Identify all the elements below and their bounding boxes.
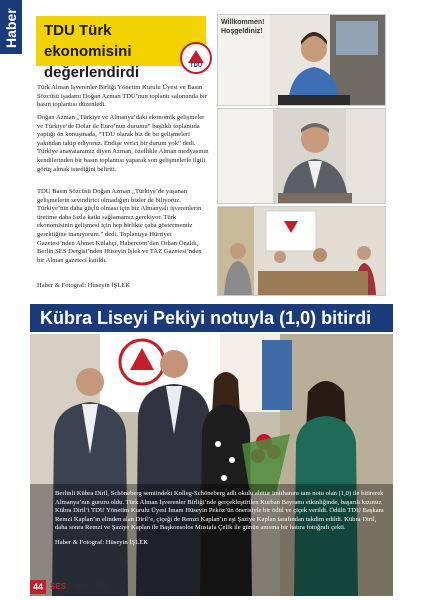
article2-credit: Haber & Fotograf: Hüseyin İŞLEK [55,538,149,546]
photo-man-speaking [217,108,386,204]
article2-title: Kübra Liseyi Pekiyi notuyla (1,0) bitirdi [40,308,372,328]
caption-text: Berlinli Kübra Diril, Schöneberg semtindeki Kolleg-Schöneberg adlı okulu abitur imtihanını tam notu olan (1,0) ile bitirerek Almanya’nın gururu oldu. Türk Alman İşverenler Birliği’nde gerçekleştirilen Kurban Bayramı etkinliğinde, başarılı kızımız Kübra Diril’i TDU Yönetim Kurulu Üyesi İmam Hüseyin Peköz’ün önerisiyle bir ödül ve çiçek verildi. Ödülü TDU Başkanı Remzi Kaplan’ın elinden alan Diril’e, çiçeği de Remzi Kaplan’ın eşi Şaziye Kaplan tarafından takdim edildi. Kübra Diril, daha sonra Remzi ve Şaziye Kaplan ile Başkonsolos Mustafa Çelik ile günün anısına bir hatıra fotoğrafı çekti. [55,490,384,532]
paragraph-2: Doğan Azman „Türkiye ve Almanya’daki ekonomik gelişmeler ve Türkiye’de Dolar ile Euro’nun durumu” başlıklı toplantıda yaptığı ön konuşmada, “TDU olarak biz de bu gelişmeleri yakından takip ediyoruz. Endişe verici bir durum yok” dedi. Türkiye anavatanımız diyen Azman, özellikle Alman medyasının kendilerinden bir basın toplantısı yaparak son gelişmelerle ilgili görüş almak istediğini belirtti. [37,114,209,173]
paragraph-3: TDU Basın Sözcüsü Doğan Azman „Türkiye’de yaşanan gelişmelerin sevindirici olmadığını bizler de biliyoruz. Türkiye’nin daha güçlü olması için biz Almanyalı işverenlerin üretime daha fazla katkı sağlamamız gerekiyor. Türk ekonomisinin gelişmesi için hep birlikte çaba göstermemiz gerektiğine inanıyorum.” dedi. Toplantıya Hürriyet Gazetesi’nden Ahmet Külahçı, Habercom’dan Orhan Önaldı, Berlin SES Dergisi’nden Hüseyin İşlek ve TAZ Gazetesi’nden bir Alman gazeteci katıldı. [37,188,202,264]
article2-header [30,304,393,332]
issue-label: Jahr • Yıl 15 [74,583,107,589]
article-body [37,84,209,110]
ses-logo: SES [50,582,67,591]
photo-meeting-table [217,206,386,296]
photo-group-award [30,334,393,596]
photo-woman-at-desk [217,14,386,106]
photo1-sign: Willkommen! Hoşgeldiniz! [221,19,265,35]
paragraph-1: Türk Alman İşverenler Birliği Yönetim Kurulu Üyesi ve Basın Sözcüsü işadamı Doğan Azman TDU’nun toplantı salonunda bir basın toplantısı düzenledi. [37,84,208,109]
logo-triangle-icon [188,50,204,63]
article-credit: Haber & Fotograf: Hüseyin İŞLEK [37,282,131,289]
article2-caption [55,490,388,548]
article-title: TDU Türk ekonomisini değerlendirdi [44,22,140,81]
tdu-logo-text: TDU [189,63,203,69]
article-body-2 [37,114,209,174]
tdu-logo [180,42,212,74]
article-credit-wrap [37,282,209,291]
article-body-3 [37,188,209,265]
section-tab [0,0,22,54]
page-number: 44 [30,580,46,594]
section-tab-label: Haber [3,8,19,48]
